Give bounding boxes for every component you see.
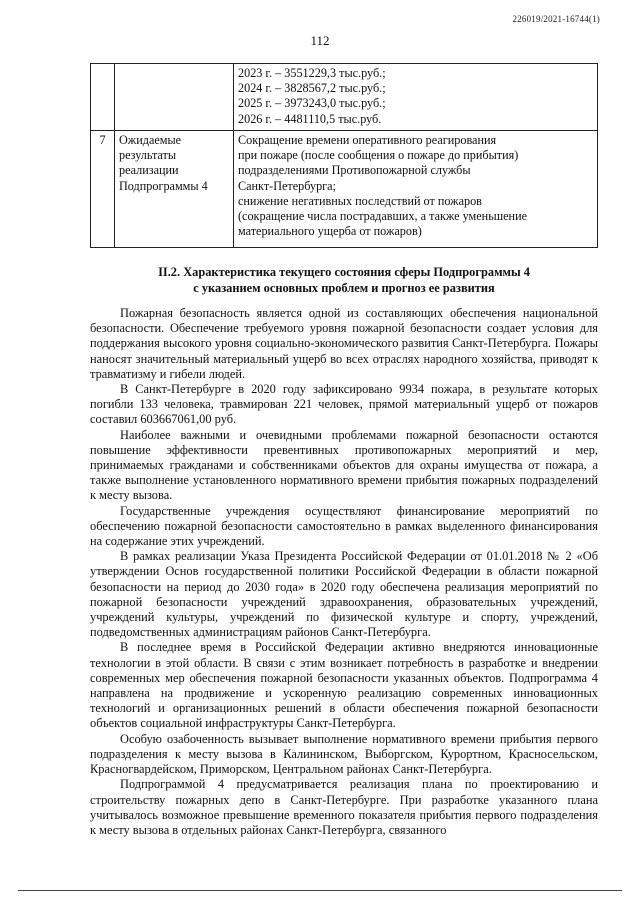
label-line: реализации — [119, 163, 179, 178]
row-label — [115, 64, 234, 131]
paragraph: Государственные учреждения осуществляют финансирование мероприятий по обеспечению пожарной безопасности самостоятельно в рамках выделенного финансирования на содержание этих учреждений. — [90, 503, 598, 549]
expected-results — [234, 131, 598, 248]
table-row — [91, 64, 598, 131]
paragraph: В рамках реализации Указа Президента Российской Федерации от 01.01.2018 № 2 «Об утверждении Основ государственной политики Российской Федерации в области пожарной безопасности на период до 2030 года» в 2020 году обеспечена реализация мероприятий по пожарной безопасности учреждений здравоохранения, образовательных учреждений, учреждений культуры, учреждений по физической культуре и спорту, учреждений, подведомственных администрациям районов Санкт-Петербурга. — [90, 549, 598, 640]
subprogram-table — [90, 63, 598, 248]
row-number — [91, 64, 115, 131]
label-line: результаты — [119, 148, 177, 163]
document-id: 226019/2021-16744(1) — [512, 14, 600, 24]
row-label — [115, 131, 234, 248]
paragraph: Пожарная безопасность является одной из составляющих обеспечения национальной безопасности. Обеспечение требуемого уровня пожарной безопасности создает условия для поддержания высокого уровня социально-экономического развития Санкт-Петербурга. Пожары наносят значительный материальный ущерб во всех отраслях народного хозяйства, приводят к травматизму и гибели людей. — [90, 306, 598, 381]
section-heading — [90, 264, 598, 296]
heading-line: II.2. Характеристика текущего состояния сферы Подпрограммы 4 — [158, 265, 530, 279]
paragraph: В Санкт-Петербурге в 2020 году зафиксировано 9934 пожара, в результате которых погибли 133 человека, травмирован 221 человек, прямой материальный ущерб от пожаров составил 603667061,00 руб. — [90, 382, 598, 427]
paragraph: В последнее время в Российской Федерации активно внедряются инновационные технологии в этой области. В связи с этим возникает потребность в разработке и внедрении современных мер обеспечения пожарной безопасности указанных объектов. Подпрограмма 4 направлена на продвижение и ускоренную реализацию современных инновационных технологий и организационных решений в области обеспечения пожарной безопасности объектов социальной инфраструктуры Санкт-Петербурга. — [90, 640, 598, 731]
result-line: при пожаре (после сообщения о пожаре до прибытия) — [238, 148, 519, 163]
funding-line: 2026 г. – 4481110,5 тыс.руб. — [238, 111, 382, 126]
table-row — [91, 131, 598, 248]
section-body — [90, 306, 598, 838]
result-line: снижение негативных последствий от пожаров — [238, 193, 482, 208]
result-line: подразделениями Противопожарной службы — [238, 163, 471, 178]
page-number: 112 — [310, 33, 330, 48]
paragraph: Особую озабоченность вызывает выполнение нормативного времени прибытия первого подразделения к месту вызова в Калининском, Выборгском, Курортном, Красносельском, Красногвардейском, Приморском, Центральном районах Санкт-Петербурга. — [90, 731, 598, 777]
result-line: Сокращение времени оперативного реагирования — [238, 133, 497, 147]
heading-line: с указанием основных проблем и прогноз ее развития — [193, 281, 495, 295]
row-number: 7 — [91, 131, 115, 248]
result-line: (сокращение числа пострадавших, а также уменьшение — [238, 209, 528, 224]
scan-edge-line — [18, 890, 622, 891]
label-line: Подпрограммы 4 — [119, 178, 208, 193]
funding-line: 2023 г. – 3551229,3 тыс.руб.; — [238, 66, 386, 80]
funding-line: 2024 г. – 3828567,2 тыс.руб.; — [238, 81, 386, 96]
funding-line: 2025 г. – 3973243,0 тыс.руб.; — [238, 96, 386, 111]
funding-values — [234, 64, 598, 131]
paragraph: Наиболее важными и очевидными проблемами пожарной безопасности остаются повышение эффективности превентивных противопожарных мероприятий и мер, принимаемых гражданами и собственниками объектов для охраны имущества от пожара, а также выполнение установленного нормативного времени прибытия пожарных подразделений к месту вызова. — [90, 427, 598, 503]
result-line: Санкт-Петербурга; — [238, 178, 336, 193]
label-line: Ожидаемые — [119, 133, 182, 147]
paragraph: Подпрограммой 4 предусматривается реализация плана по проектированию и строительству пожарных депо в Санкт-Петербурге. При разработке указанного плана учитывалось возможное превышение временного показателя прибытия первого подразделения к месту вызова в отдельных районах Санкт-Петербурга, связанного — [90, 777, 598, 837]
result-line: материального ущерба от пожаров) — [238, 224, 422, 239]
